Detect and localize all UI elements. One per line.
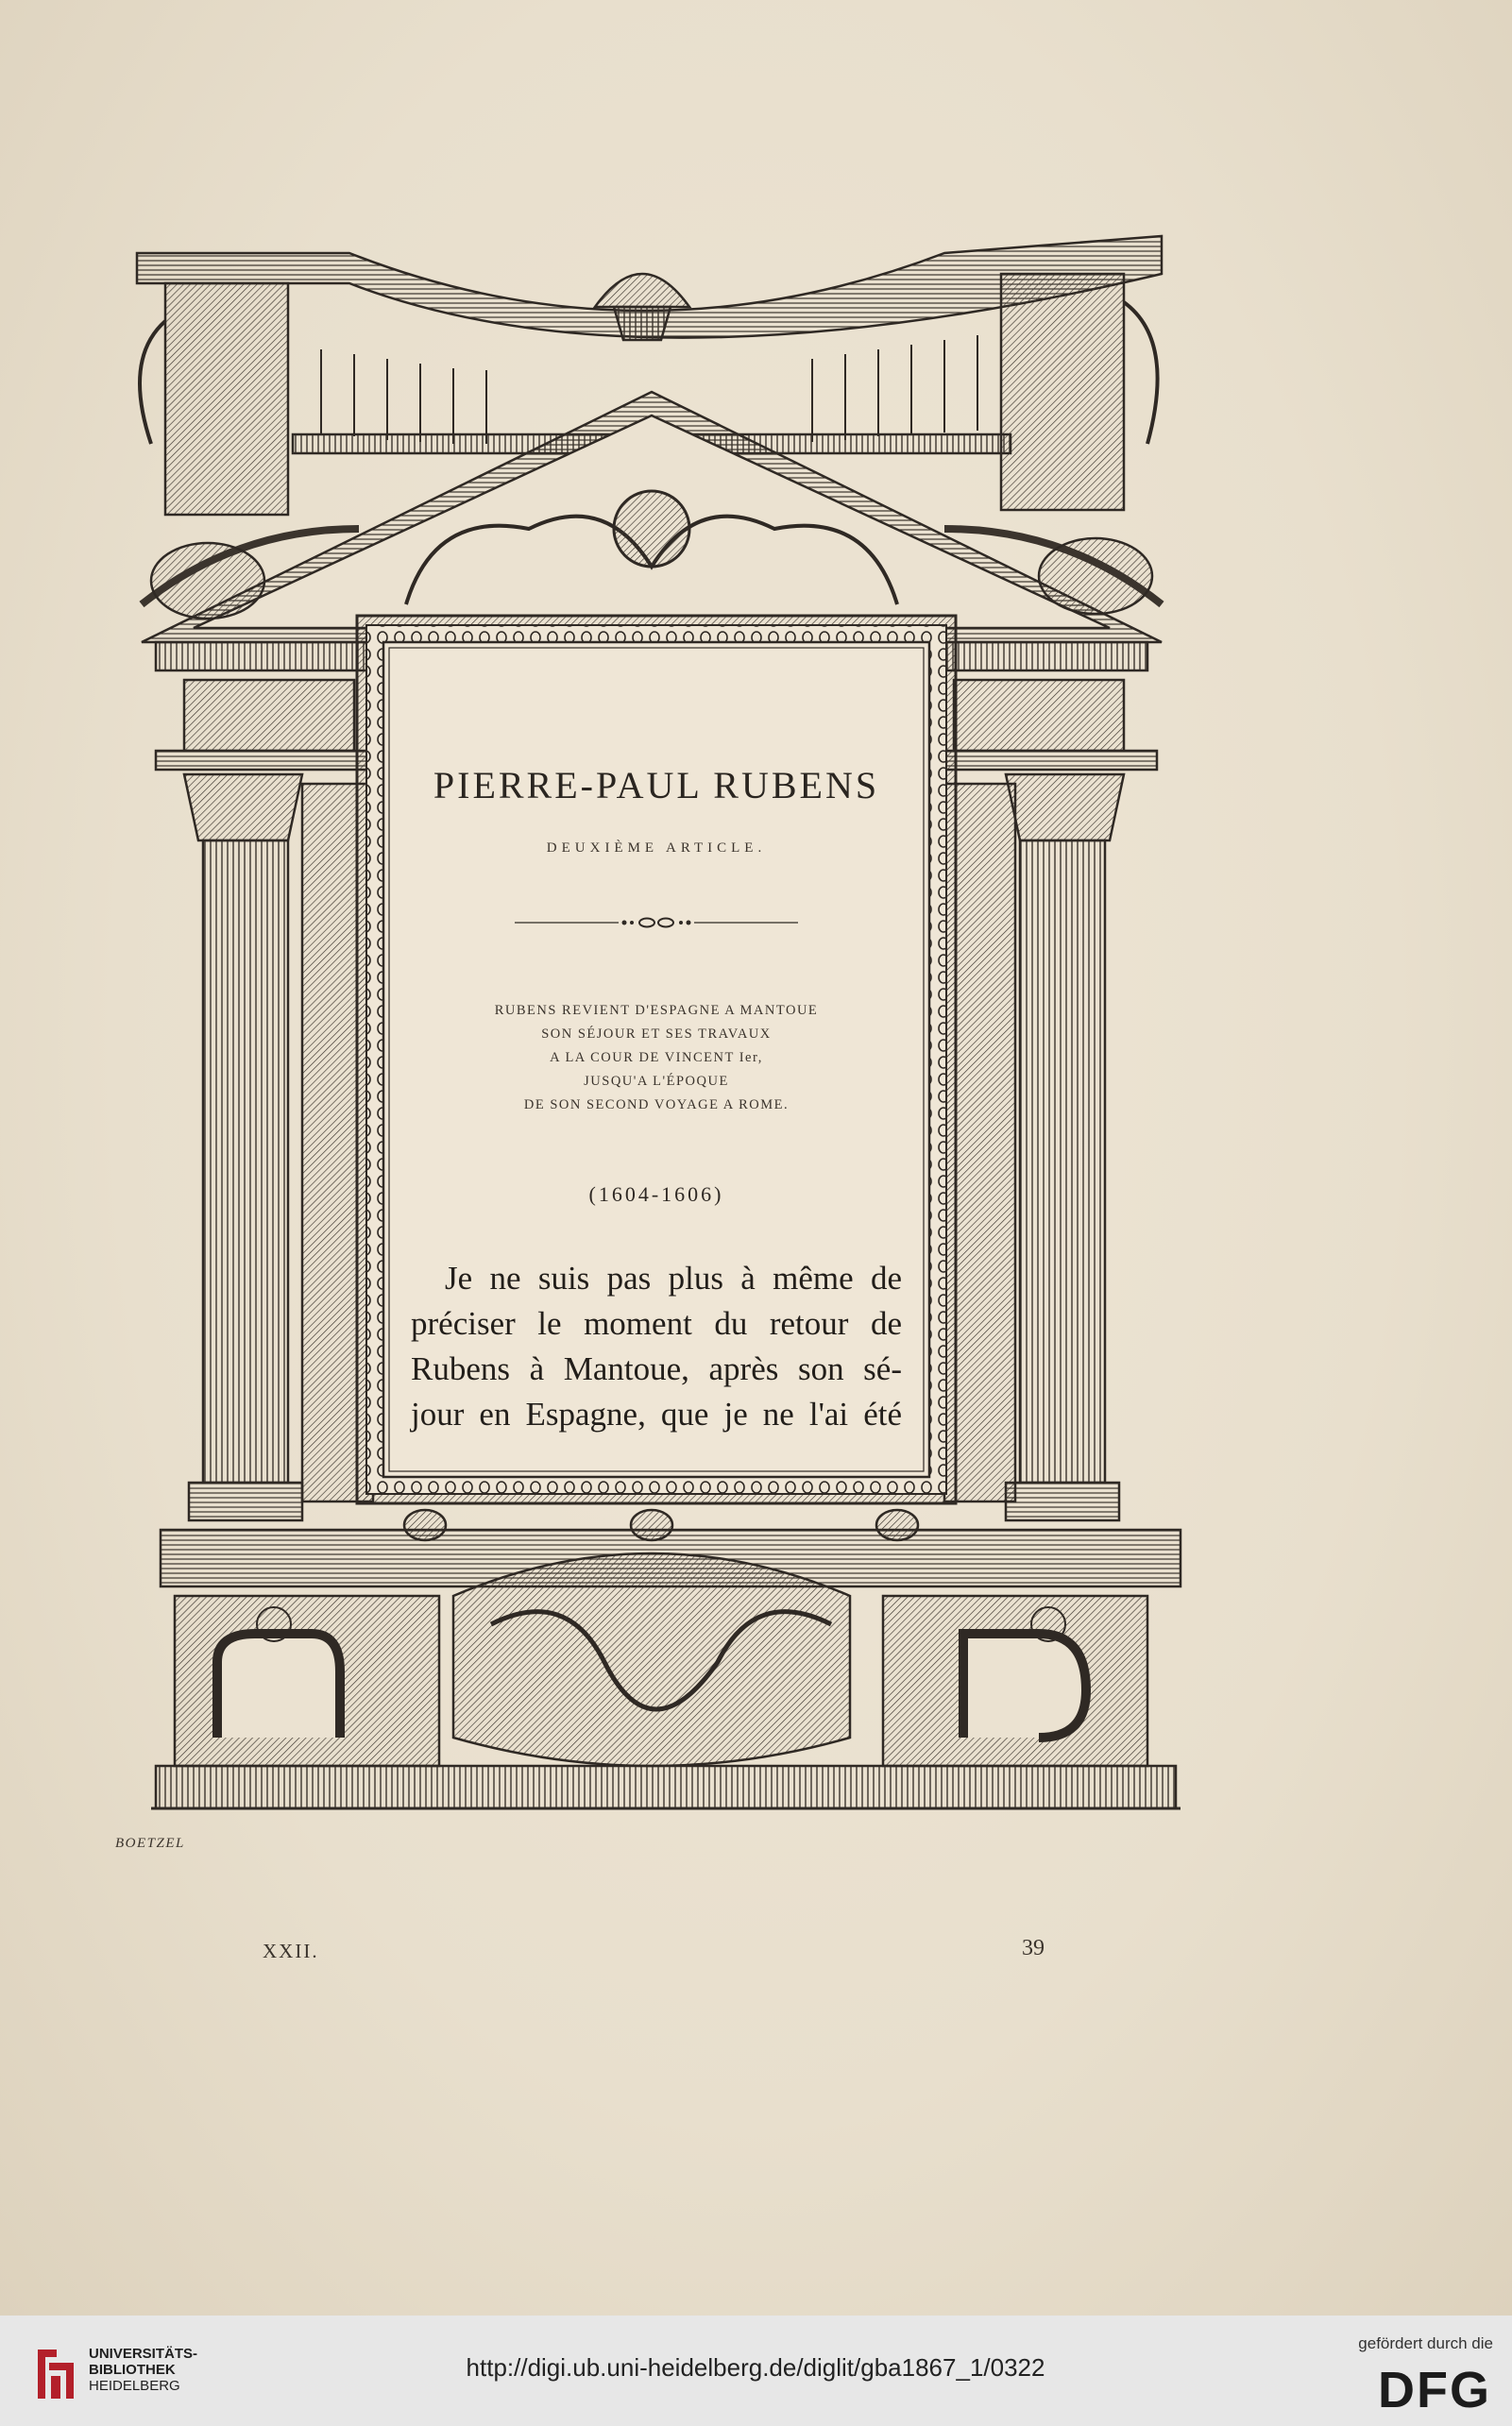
page-number: 39	[1022, 1936, 1045, 1960]
institution-line: BIBLIOTHEK	[89, 2362, 176, 2378]
summary-line: SON SÉJOUR ET SES TRAVAUX	[541, 1026, 772, 1042]
body-line: jour en Espagne, que je ne l'ai été	[411, 1396, 902, 1433]
signature-mark: XXII.	[263, 1940, 319, 1962]
ornamental-divider-icon	[515, 916, 798, 929]
institution-name	[89, 2346, 197, 2394]
university-logo-icon[interactable]	[32, 2342, 79, 2406]
body-line: Rubens à Mantoue, après son sé-	[411, 1350, 902, 1387]
article-subtitle: DEUXIÈME ARTICLE.	[546, 840, 767, 856]
funder-label: gefördert durch die	[1358, 2334, 1493, 2352]
engraver-credit: BOETZEL	[115, 1836, 185, 1851]
footer-bar	[0, 2316, 1512, 2426]
chapter-summary	[392, 999, 921, 1117]
summary-line: JUSQU'A L'ÉPOQUE	[584, 1074, 729, 1089]
plinth	[151, 1510, 1181, 1808]
permalink-url[interactable]: http://digi.ub.uni-heidelberg.de/diglit/gba1867_1/0322	[466, 2353, 1045, 2382]
institution-line: HEIDELBERG	[89, 2378, 180, 2394]
article-title: PIERRE-PAUL RUBENS	[433, 764, 880, 806]
institution-line: UNIVERSITÄTS-	[89, 2346, 198, 2362]
body-line: préciser le moment du retour de	[411, 1305, 902, 1342]
body-line: Je ne suis pas plus à même de	[445, 1260, 902, 1297]
body-paragraph	[411, 1256, 902, 1437]
summary-line: A LA COUR DE VINCENT Ier,	[550, 1050, 763, 1065]
text-panel	[392, 652, 921, 1469]
summary-line: DE SON SECOND VOYAGE A ROME.	[523, 1097, 790, 1112]
date-range: (1604-1606)	[588, 1182, 724, 1206]
dfg-logo[interactable]: DFG	[1378, 2362, 1491, 2418]
summary-line: RUBENS REVIENT D'ESPAGNE A MANTOUE	[494, 1003, 819, 1018]
